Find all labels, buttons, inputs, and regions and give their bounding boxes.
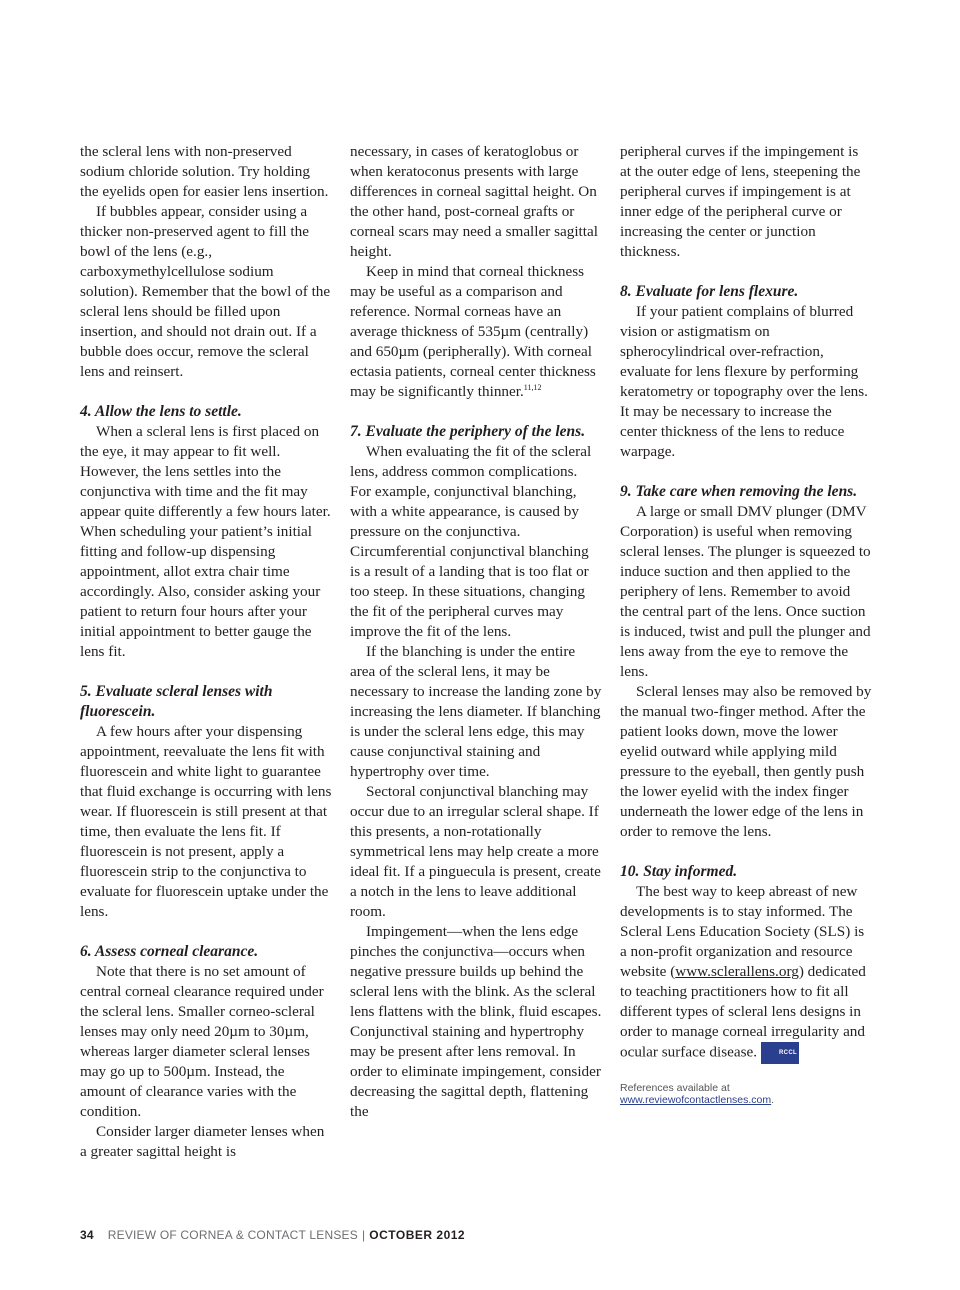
paragraph: peripheral curves if the impingement is at the outer edge of lens, steepening the peripheral curves if impingement is at inner edge of the peripheral curve or increasing the center or junction thickness.	[620, 143, 861, 260]
column-3	[620, 142, 872, 1106]
paragraph: Impingement—when the lens edge pinches the conjunctiva—occurs when negative pressure builds up behind the scleral lens with the blink. As the scleral lens flattens with the blink, fluid escapes. Conjunctival staining and hypertrophy may be present after lens removal. In order to eliminate impingement, consider decreasing the sagittal depth, flattening the	[350, 923, 602, 1120]
paragraph-text: ) dedicated to teaching practitioners how to fit all different types of scleral lens designs in order to manage corneal irregularity and ocular surface disease.	[620, 963, 866, 1061]
paragraph-text: The best way to keep abreast of new developments is to stay informed. The Scleral Lens Education Society (SLS) is a non-profit organization and resource website (	[620, 883, 865, 980]
column-1	[80, 142, 332, 1162]
paragraph: When a scleral lens is first placed on the eye, it may appear to fit well. However, the lens settles into the conjunctiva with time and the fit may appear quite differently a few hours later. When scheduling your patient’s initial fitting and follow-up dispensing appointment, allot extra chair time accordingly. Also, consider asking your patient to return four hours after your initial appointment to better gauge the lens fit.	[80, 423, 331, 660]
section-heading-5: 5. Evaluate scleral lenses with fluorescein.	[80, 683, 273, 720]
rccl-end-mark-icon: RCCL	[761, 1042, 799, 1064]
paragraph: the scleral lens with non-preserved sodium chloride solution. Try holding the eyelids open for easier lens insertion.	[80, 143, 329, 200]
section-heading-6: 6. Assess corneal clearance.	[80, 943, 259, 960]
section-heading-4: 4. Allow the lens to settle.	[80, 403, 242, 420]
paragraph: If your patient complains of blurred vision or astigmatism on spherocylindrical over-refraction, evaluate for lens flexure by performing keratometry or topography over the lens. It may be necessary to increase the center thickness of the lens to reduce warpage.	[620, 303, 868, 460]
paragraph: necessary, in cases of keratoglobus or when keratoconus presents with large differences in corneal sagittal height. On the other hand, post-corneal grafts or corneal scars may need a smaller sagittal height.	[350, 143, 598, 260]
paragraph	[620, 882, 872, 1064]
page-number: 34	[80, 1228, 94, 1242]
references-note	[620, 1082, 872, 1106]
paragraph: Consider larger diameter lenses when a greater sagittal height is	[80, 1123, 325, 1160]
paragraph: Scleral lenses may also be removed by the manual two-finger method. After the patient looks down, move the lower eyelid outward while applying mild pressure to the eyeball, then gently push the lower eyelid with the index finger underneath the lower edge of the lens in order to remove the lens.	[620, 683, 872, 840]
paragraph: When evaluating the fit of the scleral lens, address common complications. For example, conjunctival blanching, with a white appearance, is caused by pressure on the conjunctiva. Circumferential conjunctival blanching is a result of a landing that is too flat or too steep. In these situations, changing the fit of the peripheral curves may improve the fit of the lens.	[350, 443, 592, 640]
section-heading-8: 8. Evaluate for lens flexure.	[620, 283, 799, 300]
paragraph: If the blanching is under the entire area of the scleral lens, it may be necessary to increase the landing zone by increasing the lens diameter. If blanching is under the scleral lens edge, this may cause conjunctival staining and hypertrophy over time.	[350, 643, 602, 780]
issue-date: OCTOBER 2012	[369, 1228, 466, 1242]
section-heading-9: 9. Take care when removing the lens.	[620, 483, 858, 500]
references-label: References available at	[620, 1082, 730, 1094]
section-heading-10: 10. Stay informed.	[620, 863, 738, 880]
citation-superscript: 11,12	[523, 382, 542, 392]
references-link[interactable]: www.reviewofcontactlenses.com	[620, 1094, 772, 1106]
page-footer	[80, 1228, 465, 1242]
footer-separator: |	[361, 1228, 366, 1242]
sls-website-link[interactable]: www.sclerallens.org	[675, 963, 799, 980]
paragraph: A few hours after your dispensing appointment, reevaluate the lens fit with fluorescein and white light to guarantee that fluid exchange is occurring with lens wear. If fluorescein is still present at that time, then evaluate the lens fit. If fluorescein is not present, apply a fluorescein strip to the conjunctiva to evaluate for fluorescein uptake under the lens.	[80, 723, 332, 920]
paragraph: Sectoral conjunctival blanching may occur due to an irregular scleral shape. If this presents, a non-rotationally symmetrical lens may help create a more ideal fit. If a pinguecula is present, create a notch in the lens to leave additional room.	[350, 783, 601, 920]
column-2	[350, 142, 602, 1122]
paragraph	[350, 262, 602, 402]
publication-name: REVIEW OF CORNEA & CONTACT LENSES	[107, 1228, 358, 1242]
paragraph: If bubbles appear, consider using a thicker non-preserved agent to fill the bowl of the lens (e.g., carboxymethylcellulose sodium solution). Remember that the bowl of the scleral lens should be filled upon insertion, and should not drain out. If a bubble does occur, remove the scleral lens and reinsert.	[80, 203, 331, 380]
section-heading-7: 7. Evaluate the periphery of the lens.	[350, 423, 586, 440]
paragraph: A large or small DMV plunger (DMV Corporation) is useful when removing scleral lenses. The plunger is squeezed to induce suction and then applied to the periphery of lens. Remember to avoid the central part of the lens. Once suction is induced, twist and pull the plunger and lens away from the eye to remove the lens.	[620, 503, 871, 680]
paragraph-text: Keep in mind that corneal thickness may be useful as a comparison and reference. Normal corneas have an average thickness of 535µm (centrally) and 650µm (peripherally). With corneal ectasia patients, corneal center thickness may be significantly thinner.	[350, 263, 596, 400]
paragraph: Note that there is no set amount of central corneal clearance required under the scleral lens. Smaller corneo-scleral lenses may only need 20µm to 30µm, whereas larger diameter scleral lenses may go up to 500µm. Instead, the amount of clearance varies with the condition.	[80, 963, 324, 1120]
references-period: .	[771, 1094, 775, 1106]
